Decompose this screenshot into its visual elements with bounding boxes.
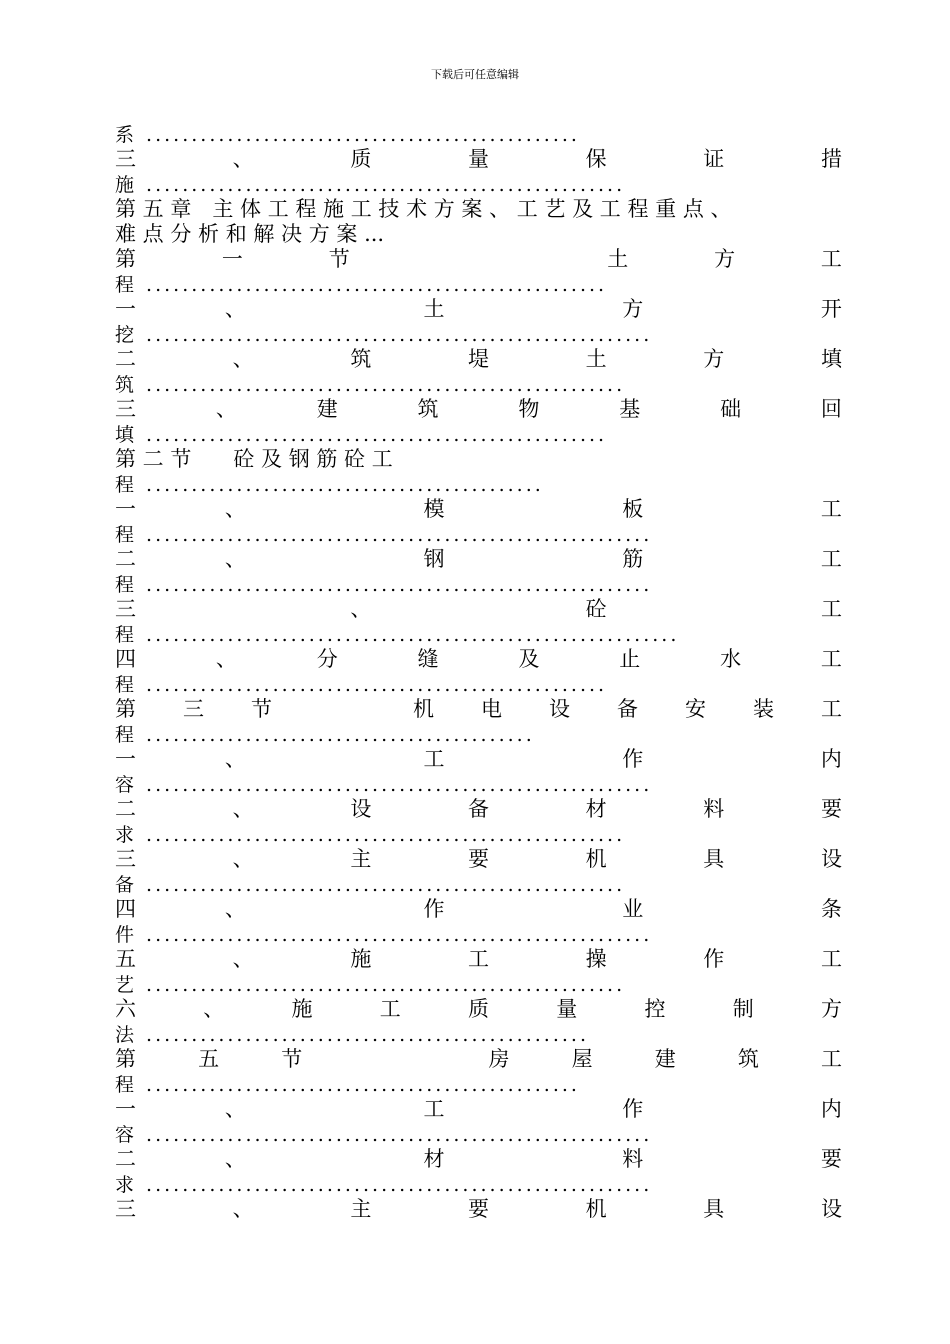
toc-line: [115, 247, 842, 272]
toc-char: 及: [518, 647, 540, 671]
toc-char: 方: [622, 297, 644, 321]
toc-leader-text: 系 ................................................: [115, 124, 580, 146]
toc-line: [115, 1047, 842, 1072]
toc-char: 工: [423, 747, 445, 771]
toc-char: 操: [585, 947, 607, 971]
toc-char: 、: [232, 797, 254, 821]
toc-char: 三: [115, 397, 136, 421]
toc-char: 设: [549, 697, 570, 721]
toc-char: 一: [115, 497, 136, 521]
toc-line: [115, 522, 842, 547]
toc-line: [115, 422, 842, 447]
toc-char: 三: [115, 847, 136, 871]
toc-char: 土: [423, 297, 445, 321]
toc-line: [115, 772, 842, 797]
toc-char: 设: [820, 847, 842, 871]
toc-char: 机: [585, 1197, 607, 1221]
toc-char: 机: [413, 697, 434, 721]
toc-char: 工: [820, 247, 842, 271]
toc-line: [115, 147, 842, 172]
toc-char: 作: [703, 947, 725, 971]
toc-char: 节: [251, 697, 272, 721]
toc-char: 屋: [571, 1047, 593, 1071]
toc-char: 工: [820, 1047, 842, 1071]
toc-char: 要: [820, 1147, 842, 1171]
toc-char: 料: [622, 1147, 644, 1171]
toc-char: 工: [379, 997, 401, 1021]
toc-line: [115, 572, 842, 597]
toc-leader-text: 备 .....................................................: [115, 874, 626, 896]
toc-char: 分: [316, 647, 338, 671]
toc-line: [115, 297, 842, 322]
toc-char: 作: [423, 897, 445, 921]
toc-char: 备: [617, 697, 638, 721]
toc-char: 材: [423, 1147, 445, 1171]
toc-leader-text: 挖 ........................................................: [115, 324, 653, 346]
toc-char: 业: [622, 897, 644, 921]
toc-char: 条: [820, 897, 842, 921]
toc-char: 工: [820, 547, 842, 571]
toc-line: [115, 397, 842, 422]
toc-char: 节: [328, 247, 350, 271]
toc-char: 筋: [622, 547, 644, 571]
toc-char: 质: [468, 997, 489, 1021]
toc-leader-text: 求 .....................................................: [115, 824, 626, 846]
toc-char: 二: [115, 347, 136, 371]
toc-char: 材: [585, 797, 607, 821]
toc-line: [115, 1197, 842, 1222]
toc-char: 要: [820, 797, 842, 821]
toc-char: 、: [224, 1097, 246, 1121]
toc-char: 、: [224, 497, 246, 521]
toc-char: 房: [488, 1047, 510, 1071]
toc-char: 一: [115, 297, 136, 321]
toc-char: 开: [820, 297, 842, 321]
toc-line: [115, 1147, 842, 1172]
toc-leader-text: 程 ...................................................: [115, 274, 608, 296]
toc-char: 主: [350, 847, 372, 871]
toc-char: 五: [115, 947, 136, 971]
toc-char: 五: [198, 1047, 220, 1071]
toc-char: 要: [467, 847, 489, 871]
toc-leader-text: 程 ...................................................: [115, 674, 608, 696]
toc-line: [115, 122, 842, 147]
toc-char: 砼: [585, 597, 607, 621]
toc-line: [115, 972, 842, 997]
toc-line: [115, 1172, 842, 1197]
toc-char: 、: [224, 547, 246, 571]
toc-char: 建: [654, 1047, 676, 1071]
toc-line: [115, 872, 842, 897]
toc-char: 方: [703, 347, 725, 371]
toc-char: 物: [518, 397, 540, 421]
toc-char: 具: [703, 1197, 725, 1221]
toc-leader-text: 施 .....................................................: [115, 174, 626, 196]
toc-char: 二: [115, 547, 136, 571]
toc-leader-text: 求 ........................................................: [115, 1174, 653, 1196]
toc-line: [115, 722, 842, 747]
toc-char: 内: [820, 747, 842, 771]
toc-char: 工: [820, 947, 842, 971]
toc-char: 三: [115, 597, 136, 621]
toc-line: [115, 347, 842, 372]
table-of-contents: [115, 122, 842, 1222]
toc-leader-text: 填 ...................................................: [115, 424, 608, 446]
toc-line: [115, 172, 842, 197]
toc-char: 土: [607, 247, 629, 271]
toc-char: 、: [224, 897, 246, 921]
toc-char: 、: [232, 147, 254, 171]
toc-char: 一: [115, 747, 136, 771]
toc-char: 建: [316, 397, 338, 421]
toc-char: 工: [467, 947, 489, 971]
toc-line: [115, 747, 842, 772]
toc-leader-text: 程 ........................................................: [115, 574, 653, 596]
toc-char: 节: [281, 1047, 303, 1071]
toc-char: 四: [115, 897, 136, 921]
toc-leader-text: 程 ........................................................: [115, 524, 653, 546]
toc-char: 安: [685, 697, 706, 721]
toc-char: 方: [821, 997, 842, 1021]
toc-char: 、: [350, 597, 372, 621]
toc-char: 制: [732, 997, 754, 1021]
toc-line: [115, 1072, 842, 1097]
toc-char: 控: [644, 997, 666, 1021]
toc-char: 筑: [350, 347, 372, 371]
toc-line: [115, 797, 842, 822]
toc-char: 筑: [737, 1047, 759, 1071]
toc-line: [115, 922, 842, 947]
toc-char: 电: [481, 697, 502, 721]
toc-line: [115, 622, 842, 647]
toc-char: 工: [820, 497, 842, 521]
toc-line: [115, 647, 842, 672]
toc-char: 止: [619, 647, 641, 671]
toc-char: 工: [821, 697, 842, 721]
toc-char: 设: [820, 1197, 842, 1221]
toc-line: [115, 222, 842, 247]
toc-char: 二: [115, 1147, 136, 1171]
toc-char: 证: [703, 147, 725, 171]
toc-char: 三: [115, 1197, 136, 1221]
toc-leader-text: 容 ........................................................: [115, 1124, 653, 1146]
toc-char: 第: [115, 697, 136, 721]
toc-leader-text: 容 ........................................................: [115, 774, 653, 796]
toc-char: 、: [224, 297, 246, 321]
toc-line: [115, 1022, 842, 1047]
toc-char: 工: [820, 647, 842, 671]
toc-line: [115, 322, 842, 347]
toc-char: 一: [115, 1097, 136, 1121]
toc-line: [115, 897, 842, 922]
toc-line: [115, 997, 842, 1022]
toc-char: 填: [820, 347, 842, 371]
toc-leader-text: 程 ............................................: [115, 474, 544, 496]
toc-char: 堤: [467, 347, 489, 371]
toc-leader-text: 程 ...........................................................: [115, 624, 680, 646]
toc-char: 装: [753, 697, 774, 721]
toc-char: 内: [820, 1097, 842, 1121]
toc-char: 具: [703, 847, 725, 871]
toc-line: [115, 197, 842, 222]
toc-char: 设: [350, 797, 372, 821]
toc-line: [115, 447, 842, 472]
toc-heading-text: 难 点 分 析 和 解 决 方 案 ...: [115, 222, 385, 246]
toc-char: 保: [585, 147, 607, 171]
toc-leader-text: 法 .................................................: [115, 1024, 589, 1046]
toc-char: 要: [467, 1197, 489, 1221]
toc-char: 、: [215, 397, 237, 421]
toc-char: 机: [585, 847, 607, 871]
toc-char: 作: [622, 747, 644, 771]
toc-line: [115, 547, 842, 572]
toc-line: [115, 822, 842, 847]
toc-line: [115, 1097, 842, 1122]
toc-leader-text: 筑 .....................................................: [115, 374, 626, 396]
toc-line: [115, 847, 842, 872]
toc-char: 模: [423, 497, 445, 521]
toc-line: [115, 697, 842, 722]
toc-char: 水: [720, 647, 742, 671]
toc-char: 料: [703, 797, 725, 821]
toc-char: 方: [714, 247, 736, 271]
toc-char: 三: [183, 697, 204, 721]
toc-heading-text: 第 五 章 主 体 工 程 施 工 技 术 方 案 、 工 艺 及 工 程 重 点 、: [115, 197, 732, 221]
toc-line: [115, 272, 842, 297]
toc-heading-text: 第 二 节 砼 及 钢 筋 砼 工: [115, 447, 393, 471]
toc-char: 工: [423, 1097, 445, 1121]
toc-char: 施: [350, 947, 372, 971]
toc-char: 、: [215, 647, 237, 671]
toc-char: 三: [115, 147, 136, 171]
toc-char: 缝: [417, 647, 439, 671]
toc-char: 作: [622, 1097, 644, 1121]
toc-char: 备: [467, 797, 489, 821]
toc-char: 量: [556, 997, 578, 1021]
toc-line: [115, 497, 842, 522]
toc-line: [115, 472, 842, 497]
toc-char: 施: [291, 997, 313, 1021]
toc-line: [115, 672, 842, 697]
toc-char: 四: [115, 647, 136, 671]
toc-leader-text: 程 ...........................................: [115, 724, 535, 746]
toc-char: 二: [115, 797, 136, 821]
toc-char: 第: [115, 1047, 136, 1071]
toc-char: 回: [820, 397, 842, 421]
toc-char: 质: [350, 147, 372, 171]
toc-char: 、: [203, 997, 225, 1021]
toc-char: 工: [820, 597, 842, 621]
toc-char: 、: [232, 347, 254, 371]
toc-line: [115, 597, 842, 622]
toc-char: 土: [585, 347, 607, 371]
toc-char: 措: [820, 147, 842, 171]
toc-char: 第: [115, 247, 136, 271]
toc-line: [115, 947, 842, 972]
toc-char: 、: [224, 747, 246, 771]
toc-leader-text: 艺 .....................................................: [115, 974, 626, 996]
toc-char: 、: [232, 947, 254, 971]
toc-leader-text: 程 ................................................: [115, 1074, 580, 1096]
toc-char: 、: [232, 847, 254, 871]
toc-char: 板: [622, 497, 644, 521]
toc-char: 钢: [423, 547, 445, 571]
toc-line: [115, 372, 842, 397]
toc-char: 、: [232, 1197, 254, 1221]
toc-char: 础: [720, 397, 742, 421]
toc-char: 六: [115, 997, 136, 1021]
toc-char: 主: [350, 1197, 372, 1221]
page-header: 下载后可任意编辑: [431, 68, 519, 81]
toc-char: 基: [619, 397, 641, 421]
toc-line: [115, 1122, 842, 1147]
toc-leader-text: 件 ........................................................: [115, 924, 653, 946]
toc-char: 筑: [417, 397, 439, 421]
toc-char: 一: [221, 247, 243, 271]
toc-char: 量: [467, 147, 489, 171]
toc-char: 、: [224, 1147, 246, 1171]
